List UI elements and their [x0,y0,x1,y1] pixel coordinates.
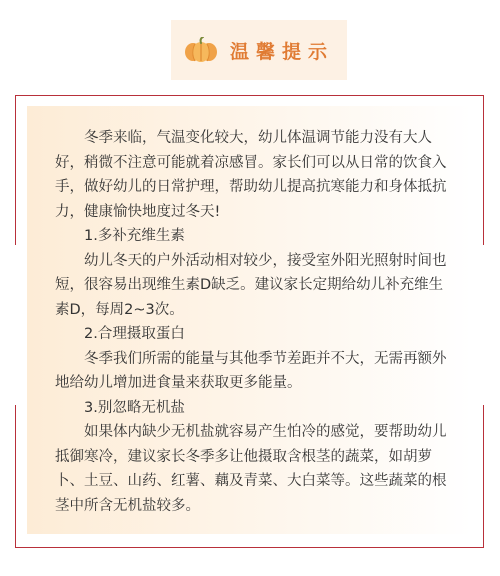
header-badge [171,20,347,80]
section-body-minerals: 如果体内缺少无机盐就容易产生怕冷的感觉，要帮助幼儿抵御寒冷，建议家长冬季多让他摄取含根茎的蔬菜，如胡萝卜、土豆、山药、红薯、藕及青菜、大白菜等。这些蔬菜的根茎中所含无机盐较多。 [55,424,447,514]
pumpkin-icon [184,37,218,63]
frame-gap-right [481,245,487,405]
intro-paragraph: 冬季来临，气温变化较大，幼儿体温调节能力没有大人好，稍微不注意可能就着凉感冒。家长们可以从日常的饮食入手，做好幼儿的日常护理，帮助幼儿提高抗寒能力和身体抵抗力，健康愉快地度过冬天! [55,130,447,220]
section-title-protein: 2.合理摄取蛋白 [84,326,185,342]
tips-content [27,106,472,534]
section-body-vitamin: 幼儿冬天的户外活动相对较少，接受室外阳光照射时间也短，很容易出现维生素D缺乏。建议家长定期给幼儿补充维生素D，每周2~3次。 [55,252,447,318]
section-title-minerals: 3.别忽略无机盐 [84,399,185,416]
frame-gap-left [12,245,18,405]
section-title-vitamin: 1.多补充维生素 [84,228,185,244]
section-body-protein: 冬季我们所需的能量与其他季节差距并不大，无需再额外地给幼儿增加进食量来获取更多能量。 [55,350,447,391]
page-title: 温馨提示 [229,40,334,63]
